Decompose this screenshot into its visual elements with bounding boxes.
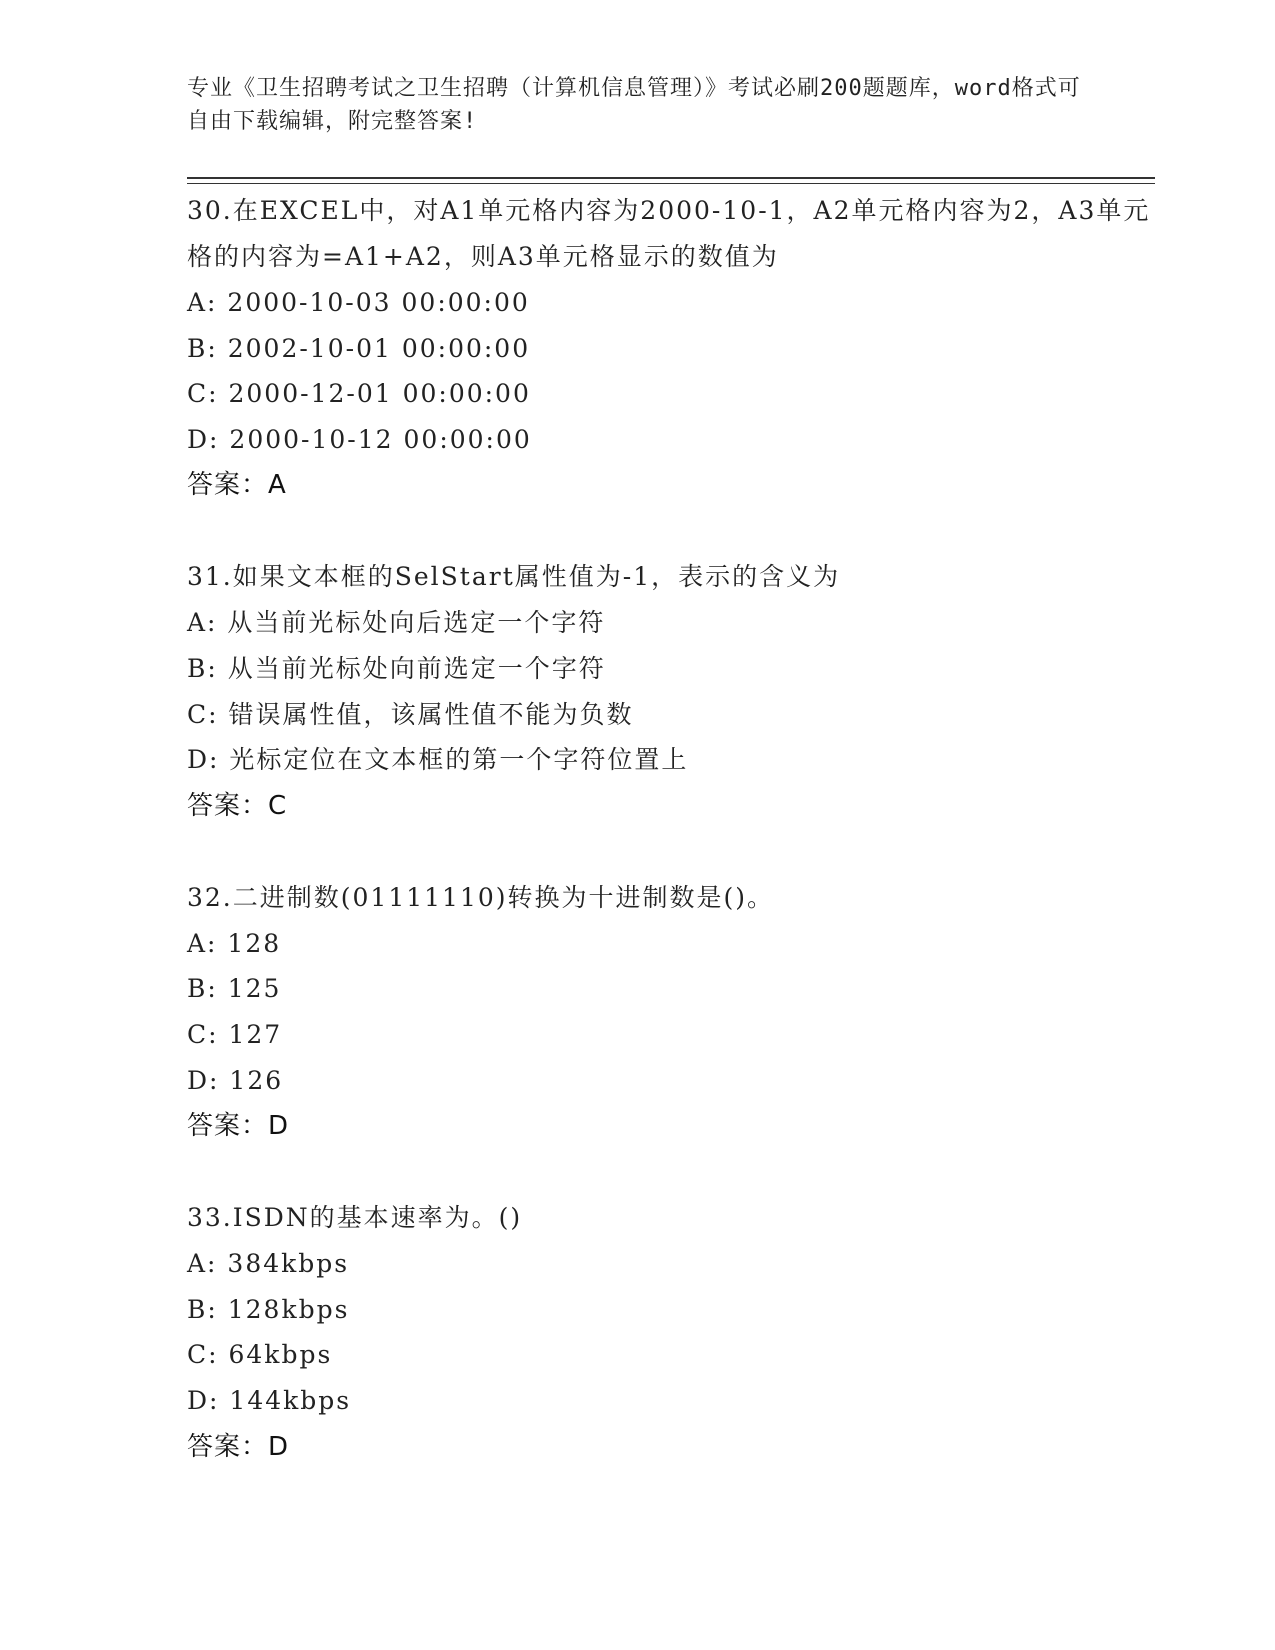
question-stem: 30.在EXCEL中，对A1单元格内容为2000-10-1，A2单元格内容为2，A3单元格的内容为=A1+A2，则A3单元格显示的数值为 (187, 196, 1151, 271)
answer-text: 答案：C (187, 790, 288, 821)
question-item (187, 554, 1157, 828)
option-a: A: 从当前光标处向后选定一个字符 (187, 608, 606, 638)
option-a: A: 128 (187, 928, 282, 958)
header-divider-thin (187, 183, 1155, 184)
option-b: B: 2002-10-01 00:00:00 (187, 333, 531, 363)
question-stem: 33.ISDN的基本速率为。() (187, 1203, 523, 1233)
option-b: B: 128kbps (187, 1294, 350, 1324)
option-c: C: 错误属性值，该属性值不能为负数 (187, 699, 634, 729)
option-a: A: 2000-10-03 00:00:00 (187, 288, 530, 317)
question-item (187, 875, 1157, 1149)
question-item (187, 1195, 1157, 1469)
option-b: B: 125 (187, 974, 282, 1004)
header-divider-thick (187, 177, 1155, 179)
question-stem: 32.二进制数(01111110)转换为十进制数是()。 (187, 882, 775, 912)
option-d: D: 光标定位在文本框的第一个字符位置上 (187, 745, 689, 775)
question-item (187, 188, 1157, 508)
option-b: B: 从当前光标处向前选定一个字符 (187, 653, 606, 683)
document-header: 专业《卫生招聘考试之卫生招聘（计算机信息管理）》考试必刷200题题库，word格式可自由下载编辑，附完整答案! (187, 76, 1081, 134)
option-d: D: 2000-10-12 00:00:00 (187, 424, 532, 454)
question-list (187, 188, 1157, 1516)
answer-text: 答案：A (187, 470, 287, 501)
option-a: A: 384kbps (187, 1249, 350, 1279)
question-stem: 31.如果文本框的SelStart属性值为-1，表示的含义为 (187, 562, 841, 592)
option-c: C: 64kbps (187, 1340, 333, 1370)
answer-text: 答案：D (187, 1111, 290, 1142)
option-c: C: 127 (187, 1019, 283, 1049)
option-d: D: 126 (187, 1065, 284, 1095)
answer-text: 答案：D (187, 1431, 290, 1462)
option-d: D: 144kbps (187, 1385, 352, 1415)
option-c: C: 2000-12-01 00:00:00 (187, 379, 531, 409)
